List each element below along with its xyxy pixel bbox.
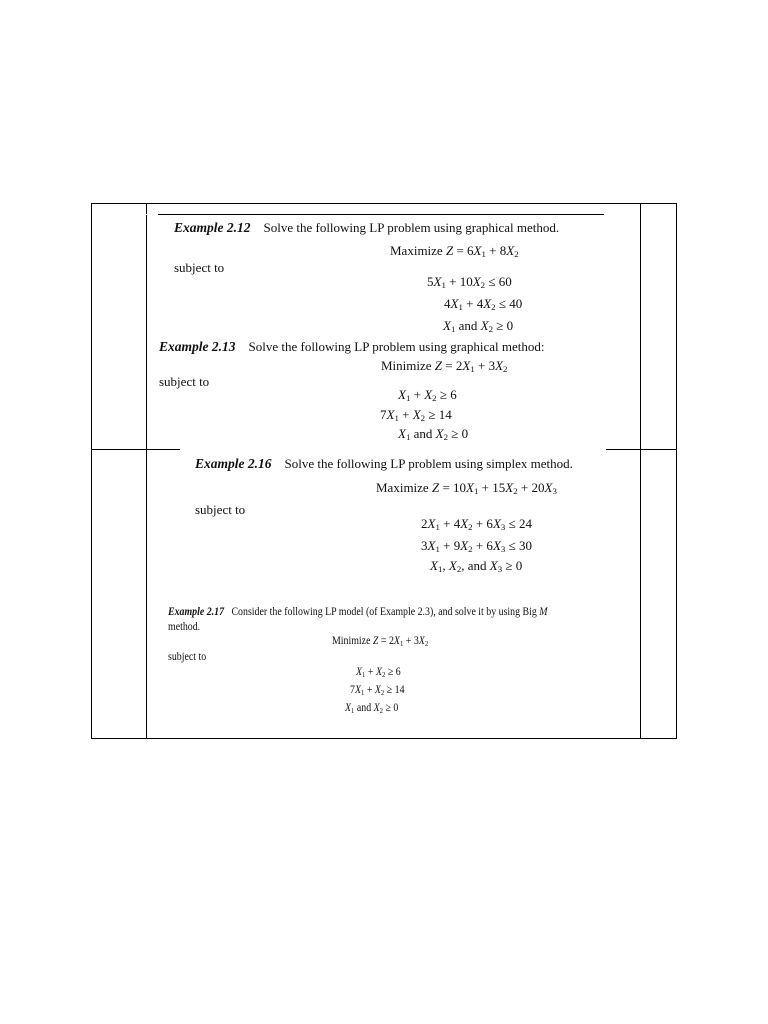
example-label: Example 2.17 <box>168 606 225 618</box>
example-heading <box>159 339 544 355</box>
constraint-row: $X_1 + X_2 \ge 6$ <box>356 666 401 679</box>
scan-mid-border <box>180 449 606 450</box>
subject-to-label: subject to <box>168 651 207 663</box>
example-heading <box>195 456 573 472</box>
subject-to-label: subject to <box>159 374 210 389</box>
example-title: Solve the following LP problem using simplex method. <box>284 456 573 471</box>
example-title: Solve the following LP problem using graphical method: <box>248 339 545 354</box>
example-heading: Example 2.17 Consider the following LP model (of Example 2.3), and solve it by using Big M <box>168 606 548 618</box>
constraint-row: $X_1$ and $X_2 \ge 0$ <box>345 702 399 715</box>
objective-function: Minimize $Z = 2X_1 + 3X_2$ <box>381 358 508 375</box>
example-title: Consider the following LP model (of Example 2.3), and solve it by using Big <box>231 606 540 618</box>
scan-right-tick <box>604 214 640 215</box>
constraint-row: $X_1$ and $X_2 \ge 0$ <box>443 318 514 335</box>
constraint-row: $2X_1 + 4X_2 + 6X_3 \le 24$ <box>421 516 532 533</box>
example-title: Solve the following LP problem using graphical method. <box>263 220 560 235</box>
example-label: Example 2.12 <box>174 220 251 235</box>
constraint-row: $4X_1 + 4X_2 \le 40$ <box>444 296 523 313</box>
frame-col-divider-left <box>146 203 147 739</box>
constraint-row: $X_1 + X_2 \ge 6$ <box>398 387 457 404</box>
frame-col-divider-right <box>640 203 641 739</box>
objective-function: Maximize $Z = 6X_1 + 8X_2$ <box>390 243 519 260</box>
example-label: Example 2.13 <box>159 339 236 354</box>
scan-left-tick <box>146 214 158 215</box>
frame-bottom-border <box>91 738 677 739</box>
constraint-row: $5X_1 + 10X_2 \le 60$ <box>427 274 512 291</box>
example-label: Example 2.16 <box>195 456 272 471</box>
constraint-row: $X_1$ and $X_2 \ge 0$ <box>398 426 469 443</box>
frame-left-border <box>91 203 92 739</box>
objective-function: Minimize $Z = 2X_1 + 3X_2$ <box>332 635 429 648</box>
frame-top-border <box>91 203 677 204</box>
constraint-row: $3X_1 + 9X_2 + 6X_3 \le 30$ <box>421 538 532 555</box>
constraint-row: $7X_1 + X_2 \ge 14$ <box>350 684 405 697</box>
example-title-continuation: method. <box>168 621 201 633</box>
objective-function: Maximize $Z = 10X_1 + 15X_2 + 20X_3$ <box>376 480 557 497</box>
constraint-row: $7X_1 + X_2 \ge 14$ <box>380 407 452 424</box>
example-heading <box>174 220 559 236</box>
subject-to-label: subject to <box>195 502 246 517</box>
frame-right-border <box>676 203 677 739</box>
constraint-row: $X_1$, $X_2$, and $X_3 \ge 0$ <box>430 558 523 575</box>
scan-top-border <box>146 214 640 215</box>
subject-to-label: subject to <box>174 260 225 275</box>
